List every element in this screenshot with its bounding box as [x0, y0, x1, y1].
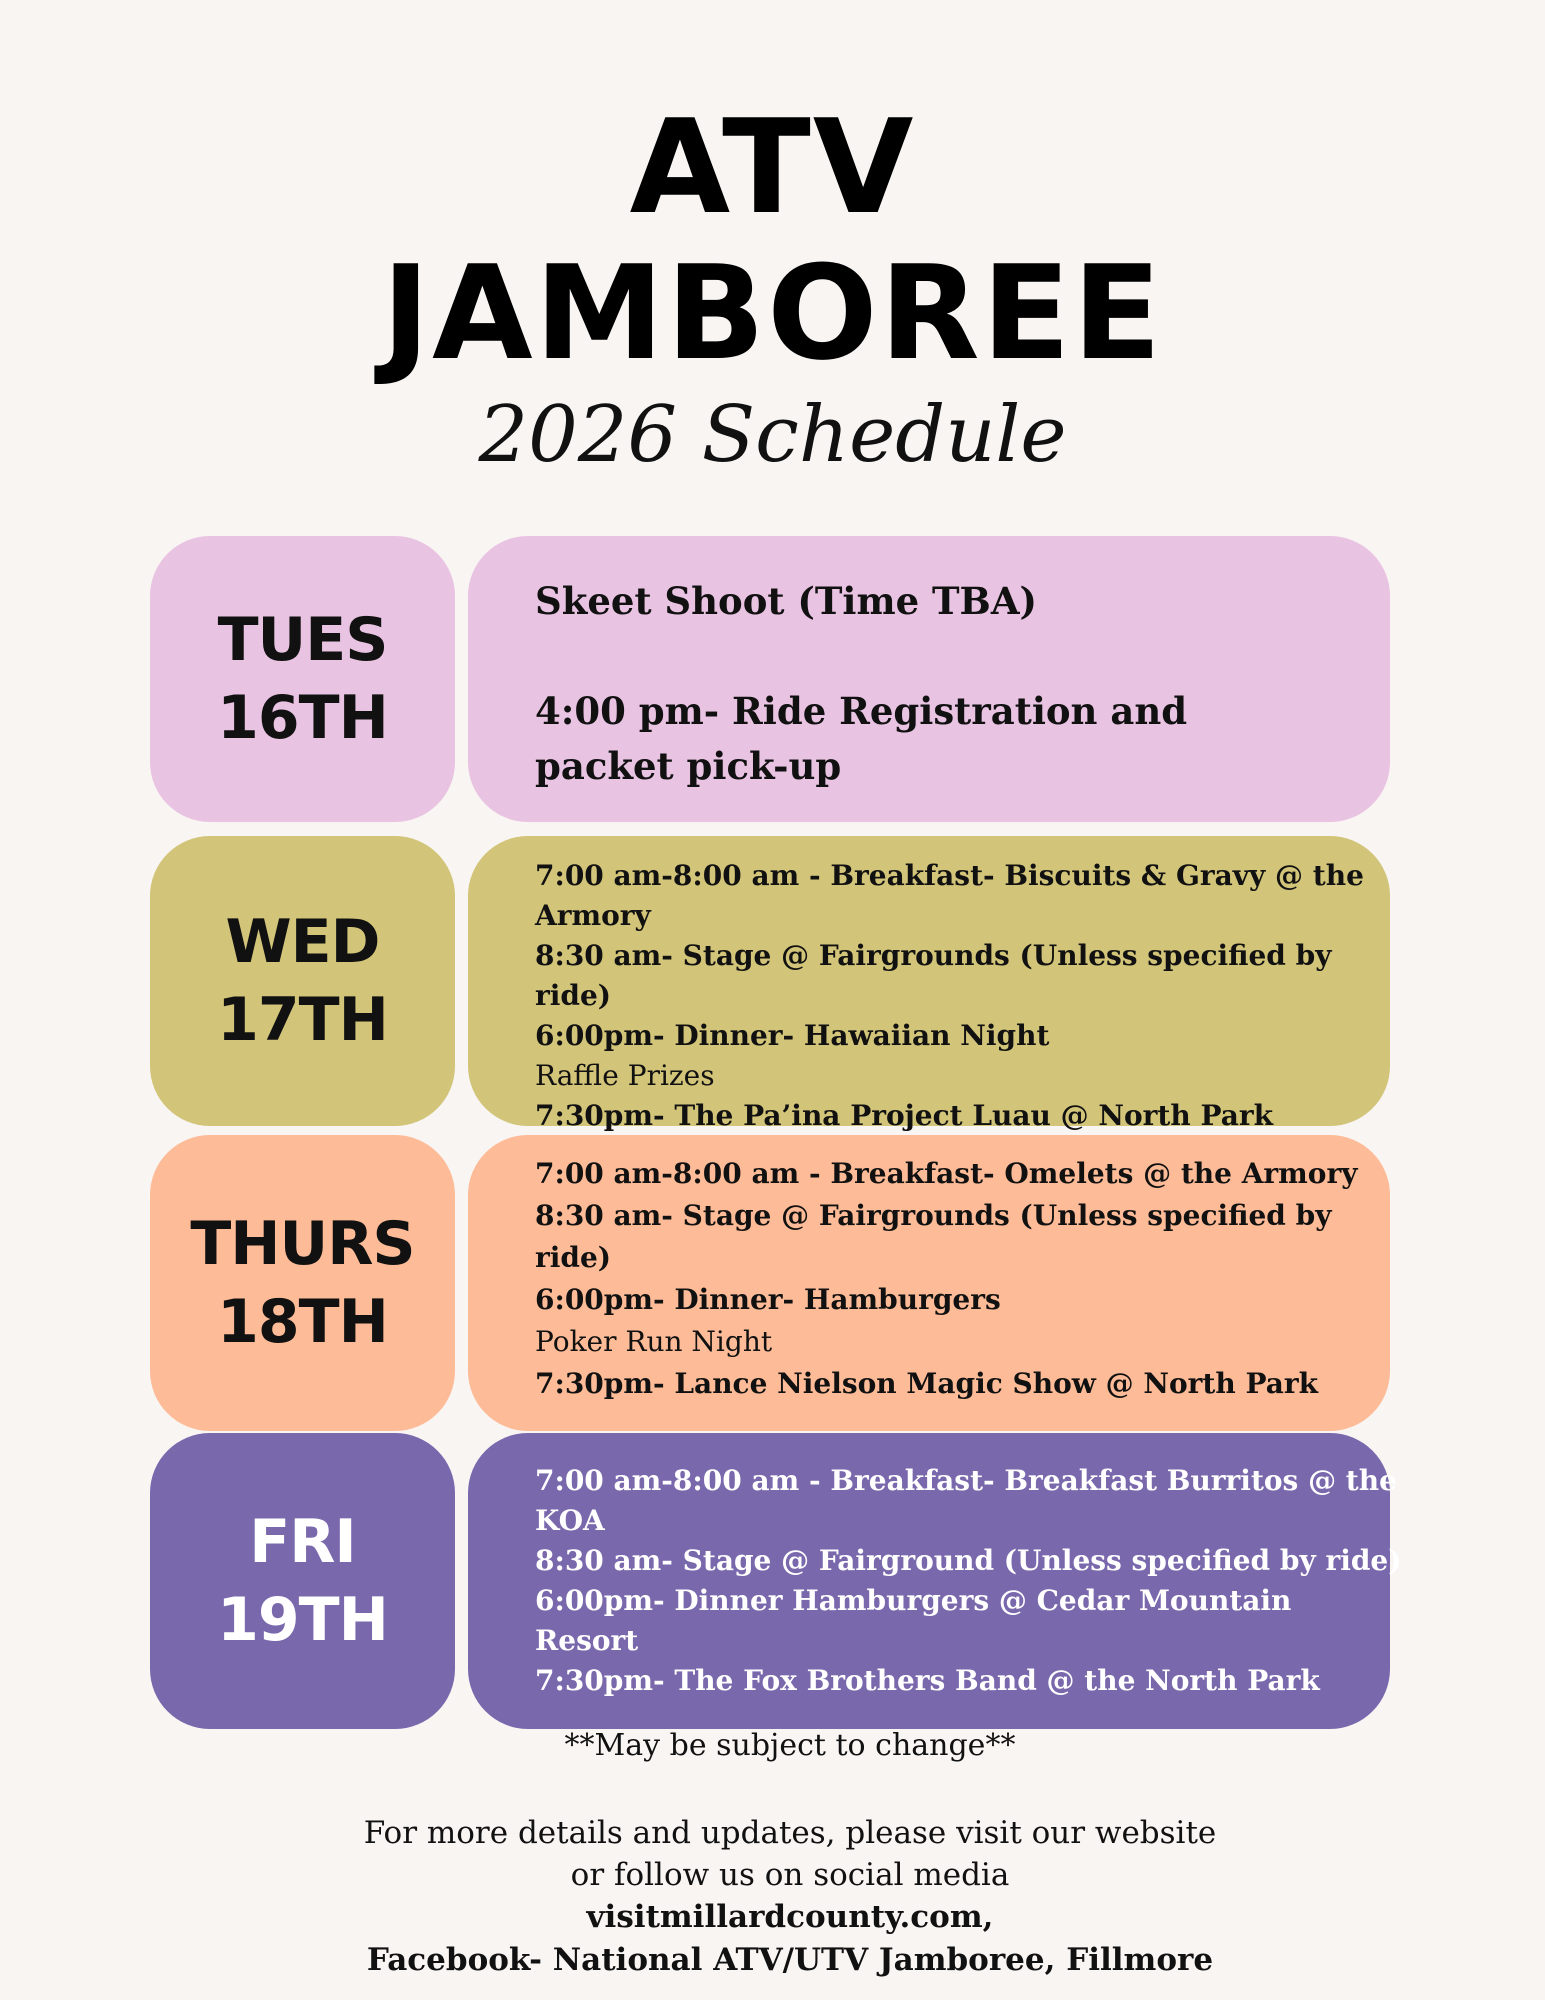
day-box-thurs: [150, 1135, 455, 1431]
event-box-fri: [468, 1433, 1402, 1729]
event-line: Skeet Shoot (Time TBA): [535, 579, 1038, 623]
day-box-wed: [150, 836, 455, 1126]
day-name: THURS: [190, 1209, 415, 1279]
event-line: Resort: [535, 1624, 639, 1657]
event-line: 7:00 am-8:00 am - Breakfast- Omelets @ the Armory: [535, 1157, 1358, 1190]
event-box-tues: [468, 536, 1390, 822]
day-date: 19TH: [217, 1585, 388, 1655]
event-line: KOA: [535, 1504, 605, 1537]
event-line: 6:00pm- Dinner- Hamburgers: [535, 1283, 1001, 1316]
event-box-thurs: [468, 1135, 1390, 1431]
footer-line-1: For more details and updates, please visit our website: [363, 1815, 1217, 1851]
day-name: TUES: [217, 605, 388, 675]
footer-website-link[interactable]: visitmillardcounty.com,: [586, 1899, 994, 1935]
title-line-1: ATV: [629, 91, 916, 243]
title-line-2: JAMBOREE: [381, 237, 1164, 389]
event-line: Armory: [535, 899, 651, 932]
day-box-tues: [150, 536, 455, 822]
event-line: ride): [535, 979, 612, 1012]
event-line: 8:30 am- Stage @ Fairgrounds (Unless specified by: [535, 1199, 1332, 1232]
day-date: 16TH: [217, 683, 388, 753]
event-line: 7:00 am-8:00 am - Breakfast- Breakfast Burritos @ the: [535, 1464, 1397, 1497]
event-line: Poker Run Night: [535, 1325, 773, 1358]
event-line: 4:00 pm- Ride Registration and: [535, 689, 1188, 733]
day-date: 17TH: [217, 985, 388, 1055]
event-line: 6:00pm- Dinner Hamburgers @ Cedar Mountain: [535, 1584, 1292, 1617]
event-line: 8:30 am- Stage @ Fairgrounds (Unless specified by: [535, 939, 1332, 972]
day-box-fri: [150, 1433, 455, 1729]
subtitle: 2026 Schedule: [478, 390, 1067, 480]
day-date: 18TH: [217, 1287, 388, 1357]
footer-facebook: Facebook- National ATV/UTV Jamboree, Fillmore: [366, 1942, 1214, 1978]
event-line: 7:30pm- The Fox Brothers Band @ the North Park: [535, 1664, 1320, 1697]
event-line: 7:00 am-8:00 am - Breakfast- Biscuits & Gravy @ the: [535, 859, 1364, 892]
footer-line-2: or follow us on social media: [570, 1857, 1010, 1893]
event-line: packet pick-up: [535, 744, 842, 788]
event-box-wed: [468, 836, 1390, 1132]
day-name: WED: [225, 907, 380, 977]
event-line: 8:30 am- Stage @ Fairground (Unless specified by ride): [535, 1544, 1402, 1577]
event-line: 7:30pm- The Pa’ina Project Luau @ North Park: [535, 1099, 1274, 1132]
change-note: **May be subject to change**: [564, 1728, 1016, 1763]
event-line: ride): [535, 1241, 612, 1274]
day-name: FRI: [249, 1507, 356, 1577]
event-line: Raffle Prizes: [535, 1059, 715, 1092]
event-line: 7:30pm- Lance Nielson Magic Show @ North Park: [535, 1367, 1319, 1400]
event-line: 6:00pm- Dinner- Hawaiian Night: [535, 1019, 1050, 1052]
